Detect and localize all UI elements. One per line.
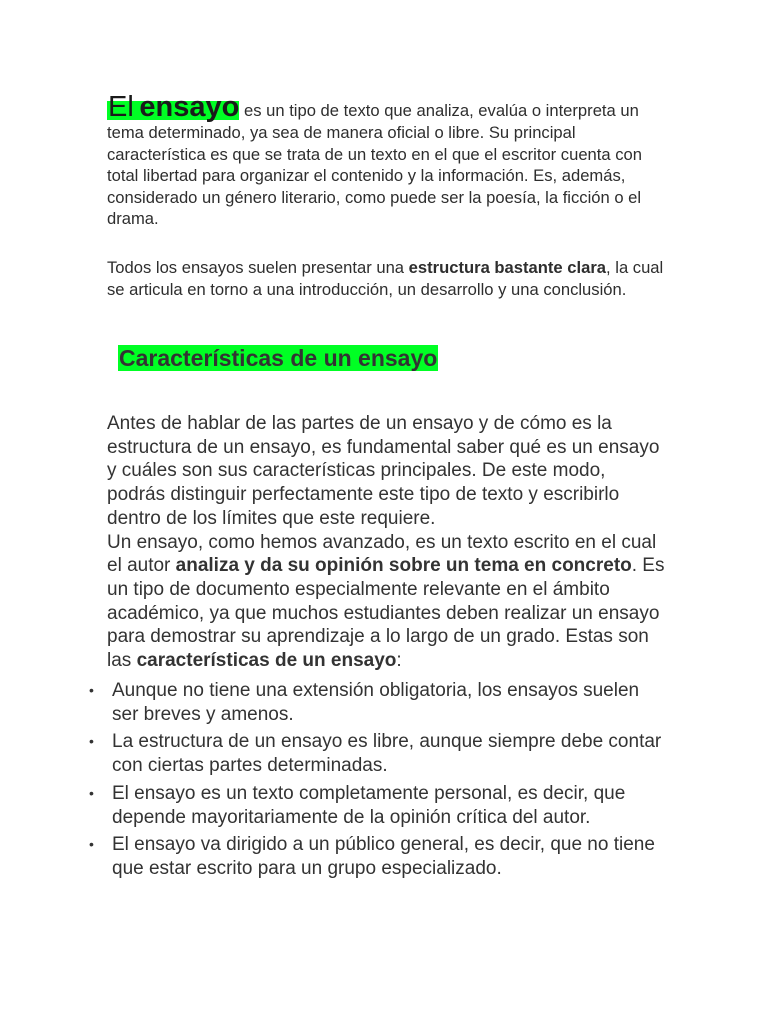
section-body xyxy=(107,412,667,673)
intro-paragraph xyxy=(107,92,667,230)
list-item-text: Aunque no tiene una extensión obligatoria, los ensayos suelen ser breves y amenos. xyxy=(112,680,640,725)
bullet-icon: • xyxy=(89,784,94,801)
section-heading xyxy=(118,343,438,374)
list-item-text: El ensayo es un texto completamente personal, es decir, que depende mayoritariamente de la opinión crítica del autor. xyxy=(112,782,626,828)
list-item-text: El ensayo va dirigido a un público general, es decir, que no tiene que estar escrito para un grupo especializado. xyxy=(112,834,655,879)
body-p2-before: Un ensayo, como hemos avanzado, es un texto escrito en el cual el autor xyxy=(107,531,657,577)
structure-bold: estructura bastante clara xyxy=(408,258,607,277)
body-p2-bold2: características de un ensayo xyxy=(136,650,397,672)
structure-text-before: Todos los ensayos suelen presentar una xyxy=(107,258,409,277)
structure-paragraph xyxy=(107,257,667,300)
body-p2-bold: analiza y da su opinión sobre un tema en concreto xyxy=(175,555,632,577)
bullet-icon: • xyxy=(89,836,94,853)
list-item-text: La estructura de un ensayo es libre, aunque siempre debe contar con ciertas partes determinadas. xyxy=(112,731,662,777)
title-highlight xyxy=(107,91,240,123)
title-el: El xyxy=(108,91,134,123)
body-paragraph-2 xyxy=(107,531,667,673)
body-p2-mid: . Es un tipo de documento especialmente relevante en el ámbito académico, ya que muchos estudiantes deben realizar un ensayo para demostrar su aprendizaje a lo largo de un grado. Estas son las xyxy=(107,555,665,672)
list-item xyxy=(80,730,670,777)
bullet-icon: • xyxy=(89,733,94,750)
body-p2-end: : xyxy=(396,650,402,672)
list-item xyxy=(80,679,670,726)
title-ensayo: ensayo xyxy=(139,91,240,123)
section-heading-text: Características de un ensayo xyxy=(119,345,438,371)
list-item xyxy=(80,782,670,829)
characteristics-list xyxy=(80,679,670,885)
structure-text-after: , la cual se articula en torno a una introducción, un desarrollo y una conclusión. xyxy=(107,258,664,299)
intro-text: es un tipo de texto que analiza, evalúa o interpreta un tema determinado, ya sea de manera oficial o libre. Su principal característica es que se trata de un texto en el que el escritor cuenta con total libertad para organizar el contenido y la información. Es, además, considerado un género literario, como puede ser la poesía, la ficción o el drama. xyxy=(107,101,642,229)
list-item xyxy=(80,833,670,880)
body-paragraph-1: Antes de hablar de las partes de un ensayo y de cómo es la estructura de un ensayo, es fundamental saber qué es un ensayo y cuáles son sus características principales. De este modo, podrás distinguir perfectamente este tipo de texto y escribirlo dentro de los límites que este requiere. xyxy=(107,413,660,529)
bullet-icon: • xyxy=(89,682,94,698)
